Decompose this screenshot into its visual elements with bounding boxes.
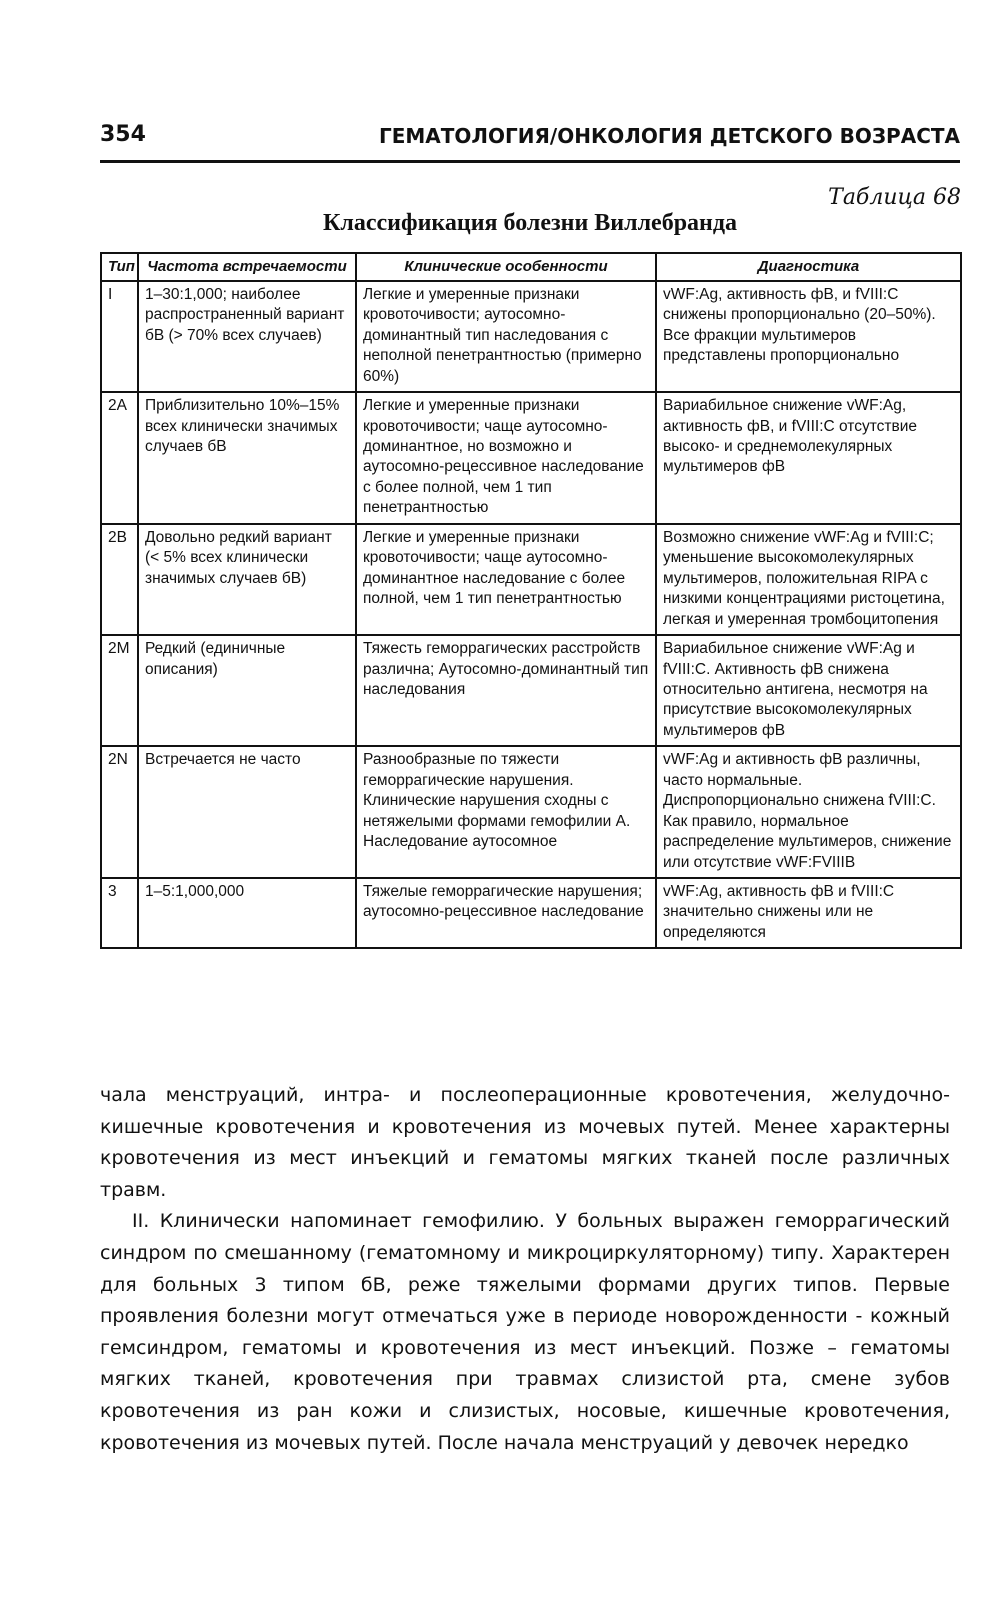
cell-diagnostics: vWF:Ag, активность фВ и fVIII:C значительно снижены или не определяются	[656, 878, 961, 948]
cell-frequency: Встречается не часто	[138, 746, 356, 878]
header-frequency: Частота встречаемости	[138, 253, 356, 281]
cell-clinical-features: Легкие и умеренные признаки кровоточивости; чаще аутосомно-доминантное наследование с более полной, чем 1 тип пенетрантностью	[356, 524, 656, 635]
table-row	[101, 392, 961, 524]
cell-type: 3	[101, 878, 138, 948]
table-row	[101, 635, 961, 746]
cell-type: 2A	[101, 392, 138, 524]
table-row	[101, 281, 961, 392]
page-number: 354	[100, 122, 146, 147]
cell-frequency: Довольно редкий вариант (< 5% всех клинически значимых случаев бВ)	[138, 524, 356, 635]
cell-diagnostics: vWF:Ag, активность фВ, и fVIII:C снижены пропорционально (20–50%). Все фракции мультимеров представлены пропорционально	[656, 281, 961, 392]
cell-diagnostics: vWF:Ag и активность фВ различны, часто нормальные. Диспропорционально снижена fVIII:C. Как правило, нормальное распределение мультимеров, снижение или отсутствие vWF:FVIIIB	[656, 746, 961, 878]
table-header-row	[101, 253, 961, 281]
running-head: ГЕМАТОЛОГИЯ/ОНКОЛОГИЯ ДЕТСКОГО ВОЗРАСТА	[378, 124, 960, 148]
classification-table	[100, 252, 962, 949]
cell-diagnostics: Вариабильное снижение vWF:Ag, активность фВ, и fVIII:C отсутствие высоко- и среднемолекулярных мультимеров фВ	[656, 392, 961, 524]
cell-diagnostics: Вариабильное снижение vWF:Ag и fVIII:C. Активность фВ снижена относительно антигена, несмотря на присутствие высокомолекулярных мультимеров фВ	[656, 635, 961, 746]
cell-clinical-features: Легкие и умеренные признаки кровоточивости; чаще аутосомно-доминантное, но возможно и аутосомно-рецессивное наследование с более полной, чем 1 тип пенетрантностью	[356, 392, 656, 524]
cell-frequency: 1–30:1,000; наиболее распространенный вариант бВ (> 70% всех случаев)	[138, 281, 356, 392]
header-clinical-features: Клинические особенности	[356, 253, 656, 281]
cell-clinical-features: Тяжесть геморрагических расстройств различна; Аутосомно-доминантный тип наследования	[356, 635, 656, 746]
cell-frequency: Редкий (единичные описания)	[138, 635, 356, 746]
cell-type: 2B	[101, 524, 138, 635]
header-type: Тип	[101, 253, 138, 281]
paragraph: II. Клинически напоминает гемофилию. У больных выражен геморрагический синдром по смешанному (гематомному и микроциркуляторному) типу. Характерен для больных 3 типом бВ, реже тяжелыми формами других типов. Первые проявления болезни могут отмечаться уже в периоде новорожденности - кожный гемсиндром, гематомы и кровотечения из мест инъекций. Позже – гематомы мягких тканей, кровотечения при травмах слизистой рта, смене зубов кровотечения из ран кожи и слизистых, носовые, кишечные кровотечения, кровотечения из мочевых путей. После начала менструаций у девочек нередко	[100, 1210, 950, 1454]
cell-clinical-features: Легкие и умеренные признаки кровоточивости; аутосомно-доминантный тип наследования с неполной пенетрантностью (примерно 60%)	[356, 281, 656, 392]
cell-type: 2M	[101, 635, 138, 746]
cell-frequency: 1–5:1,000,000	[138, 878, 356, 948]
cell-frequency: Приблизительно 10%–15% всех клинически значимых случаев бВ	[138, 392, 356, 524]
cell-type: 2N	[101, 746, 138, 878]
table-label: Таблица 68	[828, 185, 961, 210]
table-row	[101, 524, 961, 635]
cell-type: I	[101, 281, 138, 392]
paragraph: чала менструаций, интра- и послеоперационные кровотечения, желудочно-кишечные кровотечения и кровотечения из мочевых путей. Менее характерны кровотечения из мест инъекций и гематомы мягких тканей после различных травм.	[100, 1084, 950, 1201]
cell-clinical-features: Тяжелые геморрагические нарушения; аутосомно-рецессивное наследование	[356, 878, 656, 948]
body-text	[100, 1080, 950, 1459]
page-header	[100, 120, 960, 163]
table-title: Классификация болезни Виллебранда	[322, 210, 738, 236]
cell-diagnostics: Возможно снижение vWF:Ag и fVIII:C; уменьшение высокомолекулярных мультимеров, положительная RIPA с низкими концентрациями ристоцетина, легкая и умеренная тромбоцитопения	[656, 524, 961, 635]
header-diagnostics: Диагностика	[656, 253, 961, 281]
table-row	[101, 878, 961, 948]
table-row	[101, 746, 961, 878]
cell-clinical-features: Разнообразные по тяжести геморрагические нарушения. Клинические нарушения сходны с нетяжелыми формами гемофилии А. Наследование аутосомное	[356, 746, 656, 878]
